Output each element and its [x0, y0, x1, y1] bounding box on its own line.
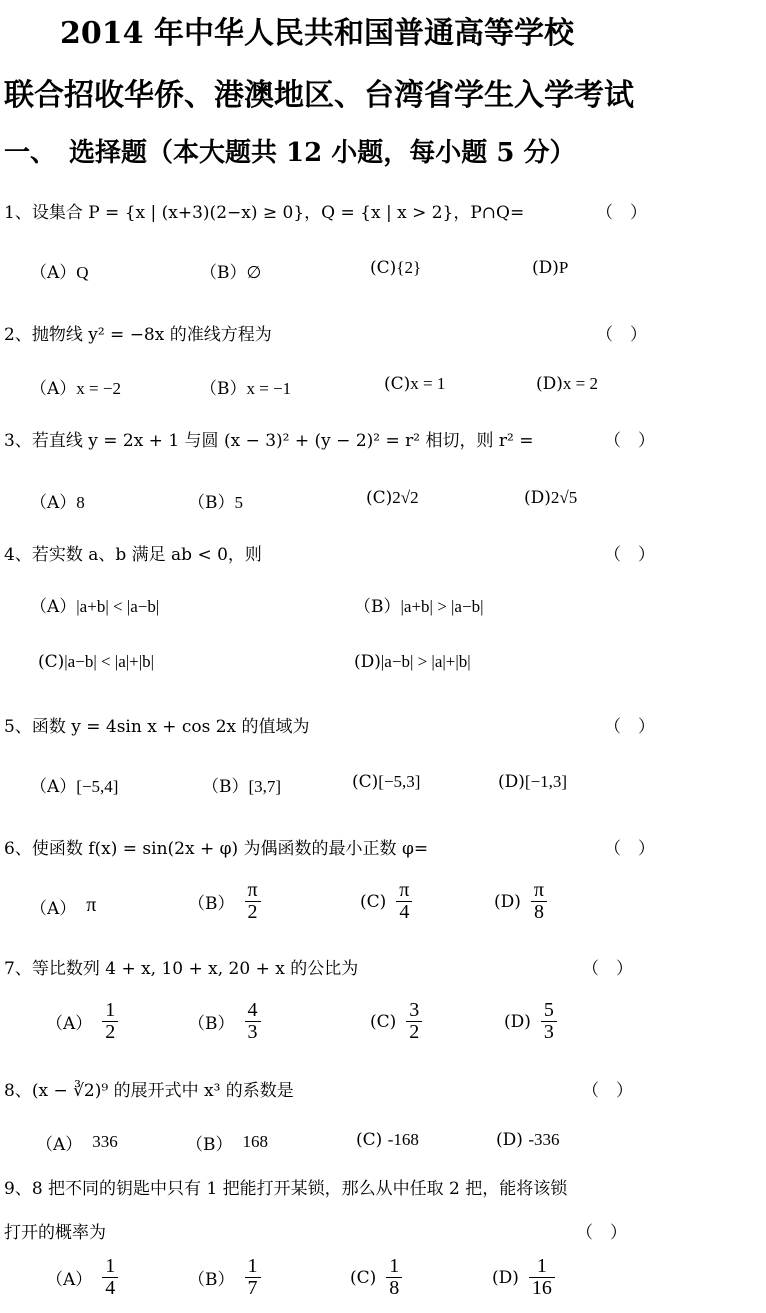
- question-5-option-d: (D)[−1,3]: [498, 772, 568, 792]
- exam-title-line1: 2014 年中华人民共和国普通高等学校: [60, 16, 574, 51]
- question-6-option-b: （B） $\frac{\pi}{2}$: [188, 880, 261, 923]
- question-7-option-b: （B） $\frac{4}{3}$: [188, 1000, 261, 1043]
- question-2-stem: 2、抛物线 y² = −8x 的准线方程为: [4, 325, 272, 345]
- question-2-answer-blank: （ ）: [596, 325, 647, 345]
- question-3-option-d: (D)2√5: [524, 488, 578, 508]
- question-8-answer-blank: （ ）: [582, 1081, 633, 1101]
- question-3-option-c: (C)2√2: [366, 488, 419, 508]
- question-7-option-d: (D) $\frac{5}{3}$: [504, 1000, 557, 1043]
- question-7-stem: 7、等比数列 4 + x, 10 + x, 20 + x 的公比为: [4, 959, 359, 979]
- question-8-stem: 8、(x − ∛2)⁹ 的展开式中 x³ 的系数是: [4, 1081, 294, 1101]
- question-3-stem: 3、若直线 y = 2x + 1 与圆 (x − 3)² + (y − 2)² = r² 相切，则 r² =: [4, 431, 534, 451]
- section-heading: 一、 选择题（本大题共 12 小题，每小题 5 分）: [4, 138, 576, 168]
- question-9-stem-line2: 打开的概率为: [4, 1223, 106, 1243]
- question-7-option-a: （A） $\frac{1}{2}$: [46, 1000, 118, 1043]
- question-4-option-c: (C)|a−b| < |a|+|b|: [38, 652, 155, 672]
- question-4-option-b: （B）|a+b| > |a−b|: [354, 597, 484, 617]
- question-1-option-b: （B）∅: [200, 263, 262, 283]
- question-6-stem: 6、使函数 f(x) = sin(2x + φ) 为偶函数的最小正数 φ=: [4, 839, 429, 859]
- question-4-answer-blank: （ ）: [604, 545, 655, 565]
- question-6-option-a: （A） π: [30, 894, 97, 919]
- question-5-option-a: （A）[−5,4]: [30, 777, 119, 797]
- question-9-option-b: （B） $\frac{1}{7}$: [188, 1256, 261, 1299]
- question-2-option-a: （A）x = −2: [30, 379, 121, 399]
- question-4-option-d: (D)|a−b| > |a|+|b|: [354, 652, 471, 672]
- question-2-option-b: （B）x = −1: [200, 379, 292, 399]
- question-5-answer-blank: （ ）: [604, 717, 655, 737]
- question-1-option-d: (D)P: [532, 258, 569, 278]
- question-8-option-a: （A） 336: [36, 1132, 118, 1155]
- question-9-option-a: （A） $\frac{1}{4}$: [46, 1256, 118, 1299]
- question-5-option-b: （B）[3,7]: [202, 777, 282, 797]
- exam-title-line2: 联合招收华侨、港澳地区、台湾省学生入学考试: [4, 78, 634, 113]
- question-1-answer-blank: （ ）: [596, 203, 647, 223]
- question-1-option-c: (C){2}: [370, 258, 422, 278]
- question-9-option-c: (C) $\frac{1}{8}$: [350, 1256, 402, 1299]
- question-2-option-c: (C)x = 1: [384, 374, 446, 394]
- question-5-stem: 5、函数 y = 4sin x + cos 2x 的值域为: [4, 717, 310, 737]
- question-8-option-d: (D) -336: [496, 1130, 560, 1150]
- question-6-answer-blank: （ ）: [604, 839, 655, 859]
- question-3-answer-blank: （ ）: [604, 431, 655, 451]
- question-8-option-c: (C) -168: [356, 1130, 419, 1150]
- question-1-option-a: （A）Q: [30, 263, 89, 283]
- question-6-option-d: (D) $\frac{\pi}{8}$: [494, 880, 547, 923]
- question-9-option-d: (D) $\frac{1}{16}$: [492, 1256, 555, 1299]
- question-7-answer-blank: （ ）: [582, 959, 633, 979]
- question-5-option-c: (C)[−5,3]: [352, 772, 421, 792]
- question-2-option-d: (D)x = 2: [536, 374, 598, 394]
- question-6-option-c: (C) $\frac{\pi}{4}$: [360, 880, 412, 923]
- question-9-answer-blank: （ ）: [576, 1223, 627, 1243]
- question-1-stem: 1、设集合 P = {x | (x+3)(2−x) ≥ 0}，Q = {x | x > 2}，P∩Q=: [4, 203, 525, 223]
- question-3-option-b: （B）5: [188, 493, 243, 513]
- question-4-stem: 4、若实数 a、b 满足 ab < 0，则: [4, 545, 262, 565]
- question-9-stem-line1: 9、8 把不同的钥匙中只有 1 把能打开某锁，那么从中任取 2 把，能将该锁: [4, 1179, 568, 1199]
- question-3-option-a: （A）8: [30, 493, 85, 513]
- question-4-option-a: （A）|a+b| < |a−b|: [30, 597, 160, 617]
- question-7-option-c: (C) $\frac{3}{2}$: [370, 1000, 422, 1043]
- question-8-option-b: （B） 168: [186, 1132, 268, 1155]
